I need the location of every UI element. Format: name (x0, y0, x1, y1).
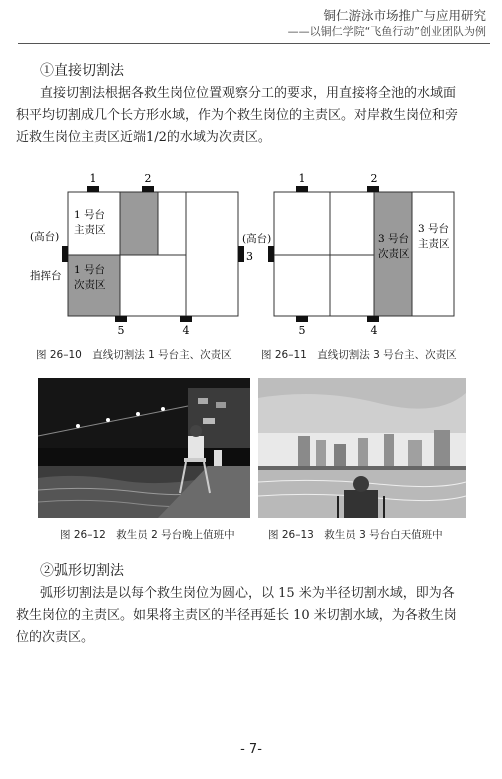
section1-line-3: 近救生岗位主责区近端1/2的水域为次责区。 (16, 130, 271, 145)
shaded-main-zone (120, 192, 158, 255)
photo-lifeguard-day (258, 378, 466, 518)
section1-line-1: 直接切割法根据各救生岗位位置观察分工的要求，用直接将全池的水域面 (40, 86, 457, 101)
station-marker (87, 186, 99, 192)
section2-line-3: 位的次责区。 (16, 630, 95, 645)
main-zone-label-line2: 主责区 (74, 224, 106, 236)
station-number: 4 (370, 324, 378, 337)
station-number: 2 (144, 172, 152, 185)
secondary-zone-label-line1: 1 号台 (74, 264, 106, 276)
figure-26-11-caption: 图 26–11 直线切割法 3 号台主、次责区 (261, 349, 457, 361)
figure-26-10-caption: 图 26–10 直线切割法 1 号台主、次责区 (36, 349, 232, 361)
section2-line-1: 弧形切割法是以每个救生岗位为圆心，以 15 米为半径切割水域，即为各 (40, 586, 455, 601)
figure-26-11-diagram (242, 170, 486, 342)
page-number: - 7- (240, 742, 262, 757)
main-zone-label-line1: 3 号台 (418, 223, 450, 235)
label-high-platform: (高台) (30, 231, 60, 243)
secondary-zone-label-line2: 次责区 (378, 248, 410, 260)
station-number: 4 (182, 324, 190, 337)
section2-line-2: 救生岗位的主责区。如果将主责区的半径再延长 10 米切割水域，为各救生岗 (16, 608, 457, 623)
main-zone-label-line1: 1 号台 (74, 209, 106, 221)
station-marker (180, 316, 192, 322)
running-header-title: 铜仁游泳市场推广与应用研究 (323, 8, 486, 23)
station-number: 1 (89, 172, 97, 185)
station-number: 2 (370, 172, 378, 185)
main-zone-label-line2: 主责区 (418, 238, 450, 250)
pool-outline (274, 192, 454, 316)
station-marker (62, 246, 68, 262)
label-command-platform: 指挥台 (30, 270, 62, 282)
station-marker (296, 186, 308, 192)
header-rule (18, 43, 490, 44)
station-marker (296, 316, 308, 322)
station-number: 1 (298, 172, 306, 185)
station-number: 5 (298, 324, 306, 337)
running-header-subtitle: ——以铜仁学院“飞鱼行动”创业团队为例 (287, 25, 486, 38)
section-heading-arc-cut: ②弧形切割法 (40, 563, 124, 579)
photo-26-13-caption: 图 26–13 救生员 3 号台白天值班中 (268, 529, 443, 541)
station-marker (268, 246, 274, 262)
secondary-zone-label-line1: 3 号台 (378, 233, 410, 245)
photo-26-12-caption: 图 26–12 救生员 2 号台晚上值班中 (60, 529, 235, 541)
station-marker (367, 316, 379, 322)
station-marker (142, 186, 154, 192)
secondary-zone-label-line2: 次责区 (74, 279, 106, 291)
station-marker (238, 246, 244, 262)
station-number: 5 (117, 324, 125, 337)
section-heading-direct-cut: ①直接切割法 (40, 63, 124, 79)
station-number: 3 (246, 250, 253, 263)
figure-26-10-diagram (28, 170, 258, 342)
station-marker (115, 316, 127, 322)
label-high-platform: (高台) (242, 233, 272, 245)
station-marker (367, 186, 379, 192)
section1-line-2: 积平均切割成几个长方形水域，作为个救生岗位的主责区。对岸救生岗位和旁 (16, 108, 459, 123)
photo-lifeguard-night (38, 378, 250, 518)
